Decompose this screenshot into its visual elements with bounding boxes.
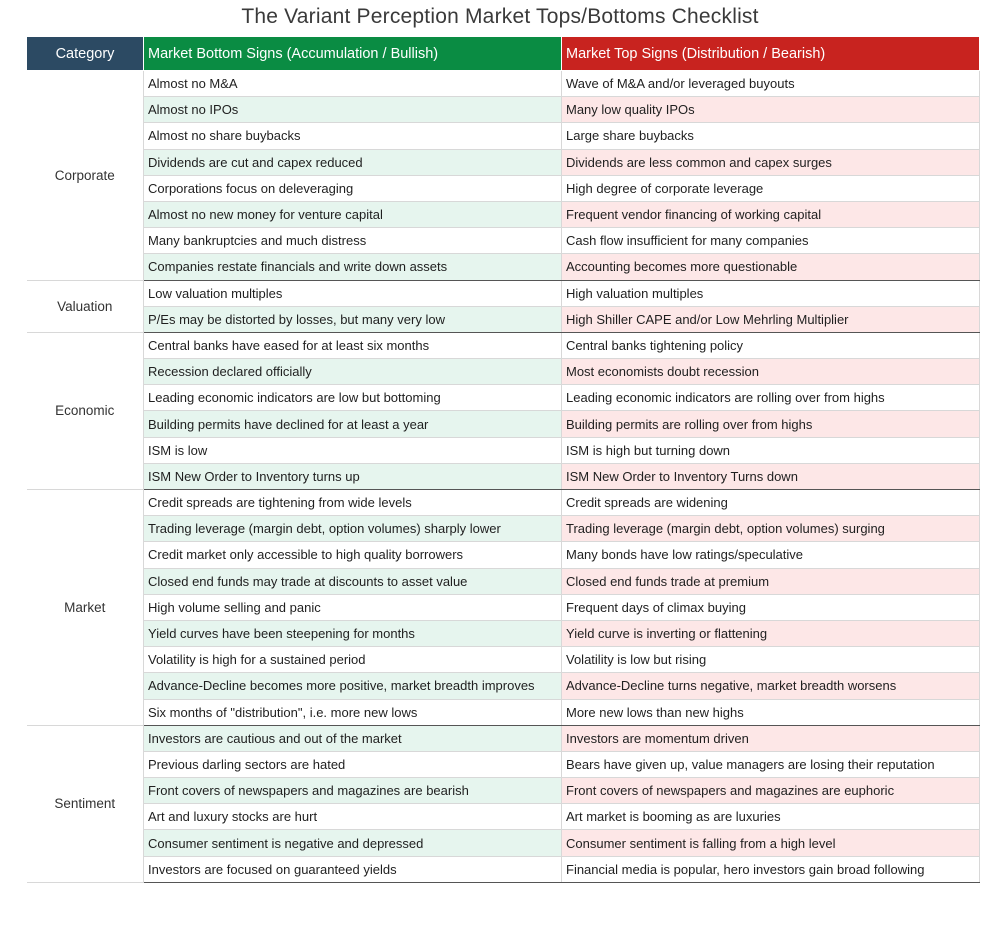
table-row [27,97,980,123]
top-sign-cell: Credit spreads are widening [562,490,980,516]
table-row [27,254,980,280]
table-row [27,228,980,254]
bottom-sign-cell: Front covers of newspapers and magazines are bearish [144,778,562,804]
table-row [27,542,980,568]
table-row [27,856,980,882]
top-sign-cell: Trading leverage (margin debt, option volumes) surging [562,516,980,542]
bottom-sign-cell: Consumer sentiment is negative and depressed [144,830,562,856]
category-cell: Market [27,490,144,726]
category-cell: Sentiment [27,725,144,882]
table-row [27,725,980,751]
table-row [27,751,980,777]
table-row [27,149,980,175]
top-sign-cell: Accounting becomes more questionable [562,254,980,280]
table-row [27,306,980,332]
bottom-sign-cell: Six months of "distribution", i.e. more new lows [144,699,562,725]
checklist-body [27,71,980,883]
bottom-sign-cell: Corporations focus on deleveraging [144,175,562,201]
top-sign-cell: Art market is booming as are luxuries [562,804,980,830]
top-sign-cell: Yield curve is inverting or flattening [562,620,980,646]
bottom-sign-cell: Central banks have eased for at least six months [144,332,562,358]
checklist-table [26,36,980,883]
bottom-sign-cell: Leading economic indicators are low but bottoming [144,385,562,411]
top-sign-cell: Leading economic indicators are rolling over from highs [562,385,980,411]
table-row [27,699,980,725]
category-cell: Corporate [27,71,144,281]
bottom-sign-cell: Building permits have declined for at least a year [144,411,562,437]
header-row [27,37,980,71]
top-sign-cell: Closed end funds trade at premium [562,568,980,594]
top-sign-cell: Many bonds have low ratings/speculative [562,542,980,568]
bottom-sign-cell: P/Es may be distorted by losses, but many very low [144,306,562,332]
top-sign-cell: Financial media is popular, hero investors gain broad following [562,856,980,882]
top-sign-cell: More new lows than new highs [562,699,980,725]
bottom-sign-cell: Investors are cautious and out of the market [144,725,562,751]
top-sign-cell: Consumer sentiment is falling from a high level [562,830,980,856]
top-sign-cell: Central banks tightening policy [562,332,980,358]
table-row [27,568,980,594]
top-sign-cell: Large share buybacks [562,123,980,149]
table-row [27,332,980,358]
top-sign-cell: ISM is high but turning down [562,437,980,463]
table-row [27,490,980,516]
bottom-sign-cell: Trading leverage (margin debt, option volumes) sharply lower [144,516,562,542]
table-row [27,411,980,437]
top-sign-cell: Dividends are less common and capex surges [562,149,980,175]
bottom-sign-cell: Volatility is high for a sustained period [144,647,562,673]
table-row [27,280,980,306]
top-sign-cell: Most economists doubt recession [562,359,980,385]
top-signs-header: Market Top Signs (Distribution / Bearish) [562,37,980,71]
bottom-sign-cell: Previous darling sectors are hated [144,751,562,777]
bottom-sign-cell: Yield curves have been steepening for months [144,620,562,646]
top-sign-cell: Volatility is low but rising [562,647,980,673]
bottom-sign-cell: Dividends are cut and capex reduced [144,149,562,175]
table-row [27,594,980,620]
table-row [27,673,980,699]
bottom-sign-cell: Recession declared officially [144,359,562,385]
bottom-sign-cell: Advance-Decline becomes more positive, market breadth improves [144,673,562,699]
category-cell: Valuation [27,280,144,332]
bottom-sign-cell: Closed end funds may trade at discounts to asset value [144,568,562,594]
page-title: The Variant Perception Market Tops/Bottoms Checklist [241,5,759,28]
table-row [27,778,980,804]
top-sign-cell: High valuation multiples [562,280,980,306]
table-row [27,123,980,149]
bottom-sign-cell: Art and luxury stocks are hurt [144,804,562,830]
top-sign-cell: ISM New Order to Inventory Turns down [562,463,980,489]
bottom-sign-cell: ISM New Order to Inventory turns up [144,463,562,489]
table-row [27,201,980,227]
bottom-sign-cell: Low valuation multiples [144,280,562,306]
table-row [27,359,980,385]
top-sign-cell: Building permits are rolling over from highs [562,411,980,437]
bottom-sign-cell: Credit market only accessible to high quality borrowers [144,542,562,568]
bottom-sign-cell: Investors are focused on guaranteed yields [144,856,562,882]
bottom-signs-header: Market Bottom Signs (Accumulation / Bullish) [144,37,562,71]
top-sign-cell: Wave of M&A and/or leveraged buyouts [562,71,980,97]
table-row [27,437,980,463]
bottom-sign-cell: Almost no share buybacks [144,123,562,149]
top-sign-cell: High Shiller CAPE and/or Low Mehrling Multiplier [562,306,980,332]
table-row [27,463,980,489]
bottom-sign-cell: ISM is low [144,437,562,463]
bottom-sign-cell: Credit spreads are tightening from wide levels [144,490,562,516]
bottom-sign-cell: Almost no IPOs [144,97,562,123]
bottom-sign-cell: Many bankruptcies and much distress [144,228,562,254]
category-header: Category [27,37,144,71]
table-row [27,385,980,411]
table-row [27,830,980,856]
top-sign-cell: Cash flow insufficient for many companies [562,228,980,254]
bottom-sign-cell: Almost no new money for venture capital [144,201,562,227]
top-sign-cell: Advance-Decline turns negative, market breadth worsens [562,673,980,699]
bottom-sign-cell: High volume selling and panic [144,594,562,620]
bottom-sign-cell: Companies restate financials and write down assets [144,254,562,280]
table-row [27,175,980,201]
top-sign-cell: High degree of corporate leverage [562,175,980,201]
top-sign-cell: Frequent vendor financing of working capital [562,201,980,227]
bottom-sign-cell: Almost no M&A [144,71,562,97]
table-row [27,804,980,830]
category-cell: Economic [27,332,144,489]
top-sign-cell: Investors are momentum driven [562,725,980,751]
top-sign-cell: Frequent days of climax buying [562,594,980,620]
top-sign-cell: Front covers of newspapers and magazines are euphoric [562,778,980,804]
top-sign-cell: Bears have given up, value managers are losing their reputation [562,751,980,777]
table-row [27,516,980,542]
table-row [27,620,980,646]
table-row [27,647,980,673]
top-sign-cell: Many low quality IPOs [562,97,980,123]
table-row [27,71,980,97]
